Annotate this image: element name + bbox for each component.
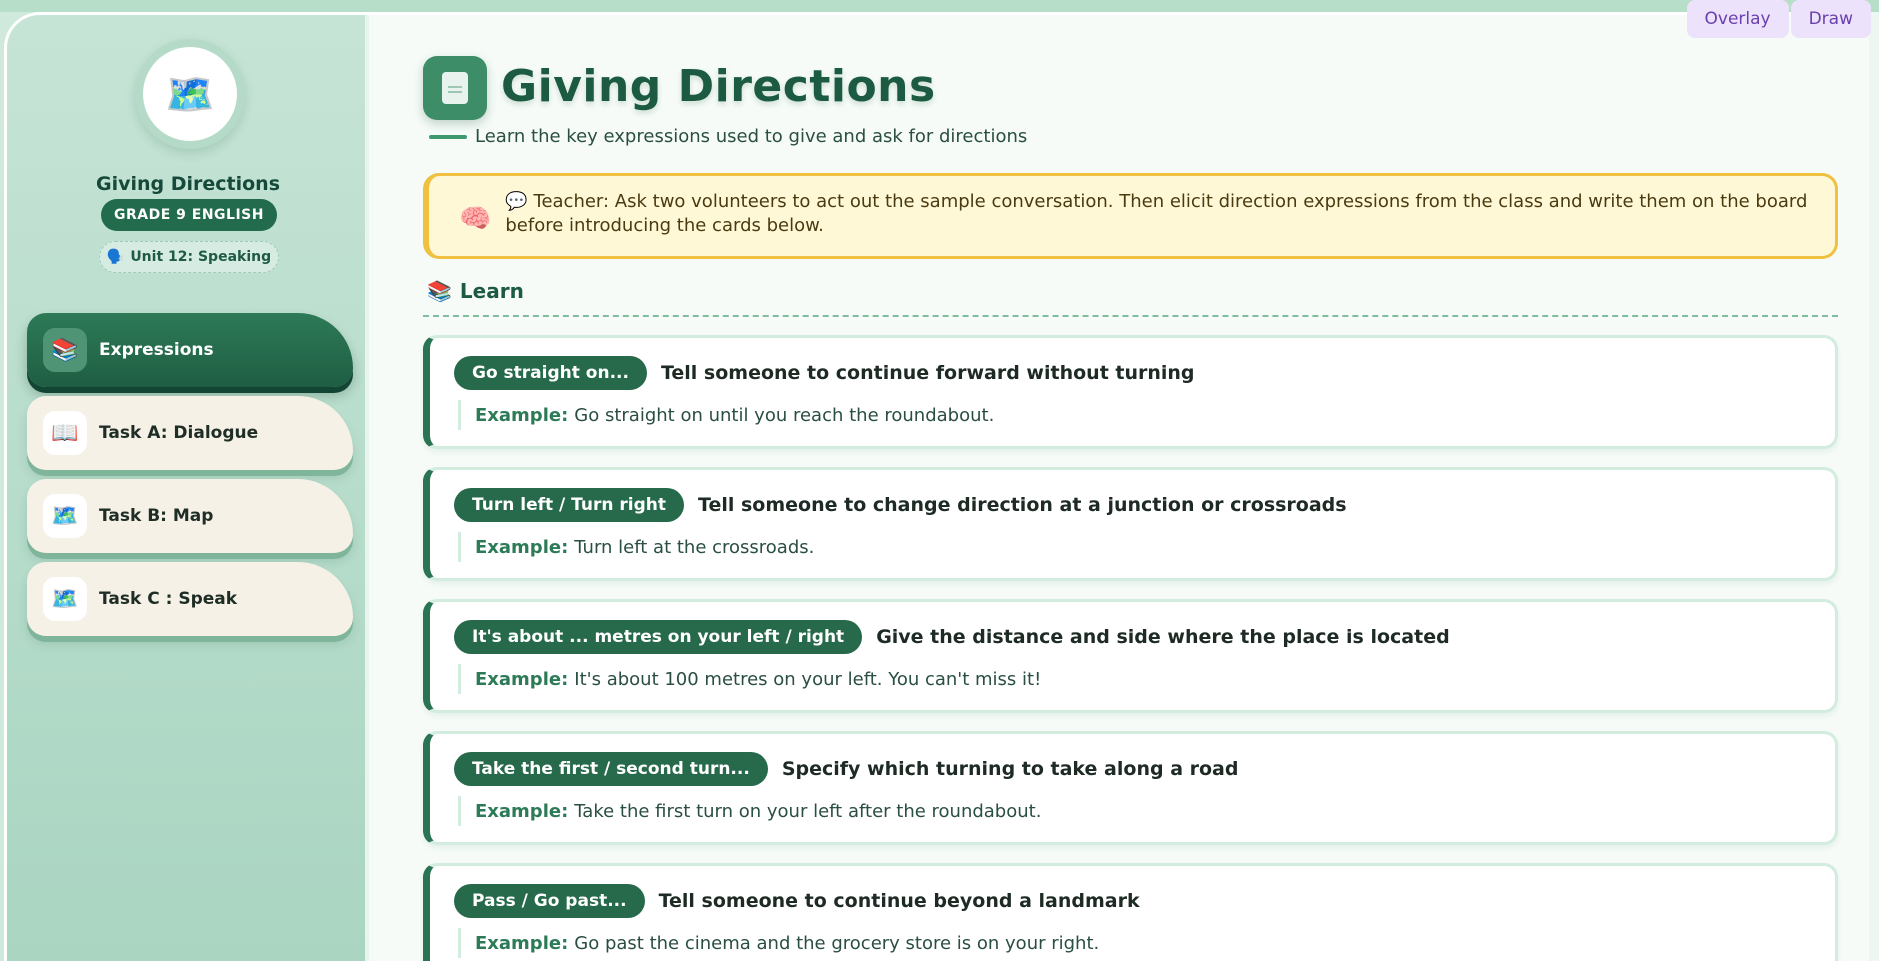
- phrase-description: Specify which turning to take along a road: [781, 758, 1239, 780]
- example-text: Go straight on until you reach the roundabout.: [574, 404, 995, 426]
- phrase-pill: Take the first / second turn...: [454, 752, 768, 786]
- sidebar: [7, 15, 369, 961]
- phrase-description: Give the distance and side where the place is located: [876, 626, 1450, 648]
- page-title: Giving Directions: [501, 61, 936, 112]
- example-row: [458, 532, 1835, 562]
- phrase-description: Tell someone to change direction at a junction or crossroads: [698, 494, 1347, 516]
- phrase-pill: Turn left / Turn right: [454, 488, 684, 522]
- teacher-note-text: 💬 Teacher: Ask two volunteers to act out the sample conversation. Then elicit direction expressions from the class and write them on the board before introducing the cards below.: [505, 191, 1808, 236]
- world-map-icon: 🗺️: [143, 47, 237, 141]
- section-divider: [423, 315, 1838, 317]
- phrase-pill: Pass / Go past...: [454, 884, 645, 918]
- example-row: [458, 928, 1835, 958]
- draw-button[interactable]: Draw: [1791, 0, 1871, 38]
- example-text: It's about 100 metres on your left. You can't miss it!: [574, 668, 1042, 690]
- sidebar-nav: [27, 313, 353, 645]
- expression-card: [423, 467, 1838, 581]
- sidebar-title: Giving Directions: [95, 173, 281, 195]
- phrase-pill: Go straight on...: [454, 356, 647, 390]
- sidebar-item-label: Expressions: [99, 340, 214, 360]
- example-label: Example:: [475, 800, 569, 822]
- expression-card: [423, 335, 1838, 449]
- sidebar-item-task-b[interactable]: [27, 479, 353, 553]
- example-label: Example:: [475, 932, 569, 954]
- teacher-note: [423, 173, 1838, 259]
- sidebar-item-expressions[interactable]: [27, 313, 353, 387]
- page-subtitle: Learn the key expressions used to give and ask for directions: [475, 126, 1028, 147]
- example-text: Take the first turn on your left after the roundabout.: [574, 800, 1042, 822]
- example-label: Example:: [475, 536, 569, 558]
- unit-badge: [99, 241, 279, 273]
- subtitle-accent: [429, 135, 467, 139]
- world-map-icon: 🗺️: [43, 577, 87, 621]
- expression-card: [423, 863, 1838, 961]
- phrase-description: Tell someone to continue beyond a landmark: [658, 890, 1140, 912]
- example-label: Example:: [475, 404, 569, 426]
- example-row: [458, 664, 1835, 694]
- example-row: [458, 796, 1835, 826]
- example-text: Turn left at the crossroads.: [574, 536, 815, 558]
- example-row: [458, 400, 1835, 430]
- open-book-icon: 📖: [43, 411, 87, 455]
- annotation-toolbar: [1687, 0, 1872, 38]
- expression-card: [423, 731, 1838, 845]
- speaking-head-icon: 🗣️: [106, 249, 125, 265]
- sidebar-item-label: Task C : Speak: [99, 589, 238, 609]
- overlay-button[interactable]: Overlay: [1687, 0, 1789, 38]
- sidebar-item-label: Task B: Map: [99, 506, 214, 526]
- unit-label: Unit 12: Speaking: [130, 249, 272, 265]
- world-map-icon: 🗺️: [43, 494, 87, 538]
- brain-icon: 🧠: [459, 204, 492, 234]
- phrase-pill: It's about ... metres on your left / right: [454, 620, 862, 654]
- example-text: Go past the cinema and the grocery store is on your right.: [574, 932, 1100, 954]
- document-icon: [423, 56, 487, 120]
- scrollbar[interactable]: [1869, 12, 1879, 961]
- section-label: Learn: [459, 279, 524, 303]
- books-icon: 📚: [427, 279, 452, 303]
- app-frame: [4, 12, 1879, 961]
- section-heading: [427, 279, 524, 303]
- main-content: [369, 15, 1879, 961]
- example-label: Example:: [475, 668, 569, 690]
- expression-card: [423, 599, 1838, 713]
- books-icon: 📚: [43, 328, 87, 372]
- sidebar-item-task-a[interactable]: [27, 396, 353, 470]
- grade-badge: GRADE 9 ENGLISH: [101, 199, 277, 231]
- sidebar-item-label: Task A: Dialogue: [99, 423, 259, 443]
- expression-cards: [423, 335, 1838, 961]
- sidebar-item-task-c[interactable]: [27, 562, 353, 636]
- top-strip: [0, 0, 1879, 12]
- logo: [135, 39, 245, 149]
- phrase-description: Tell someone to continue forward without turning: [660, 362, 1195, 384]
